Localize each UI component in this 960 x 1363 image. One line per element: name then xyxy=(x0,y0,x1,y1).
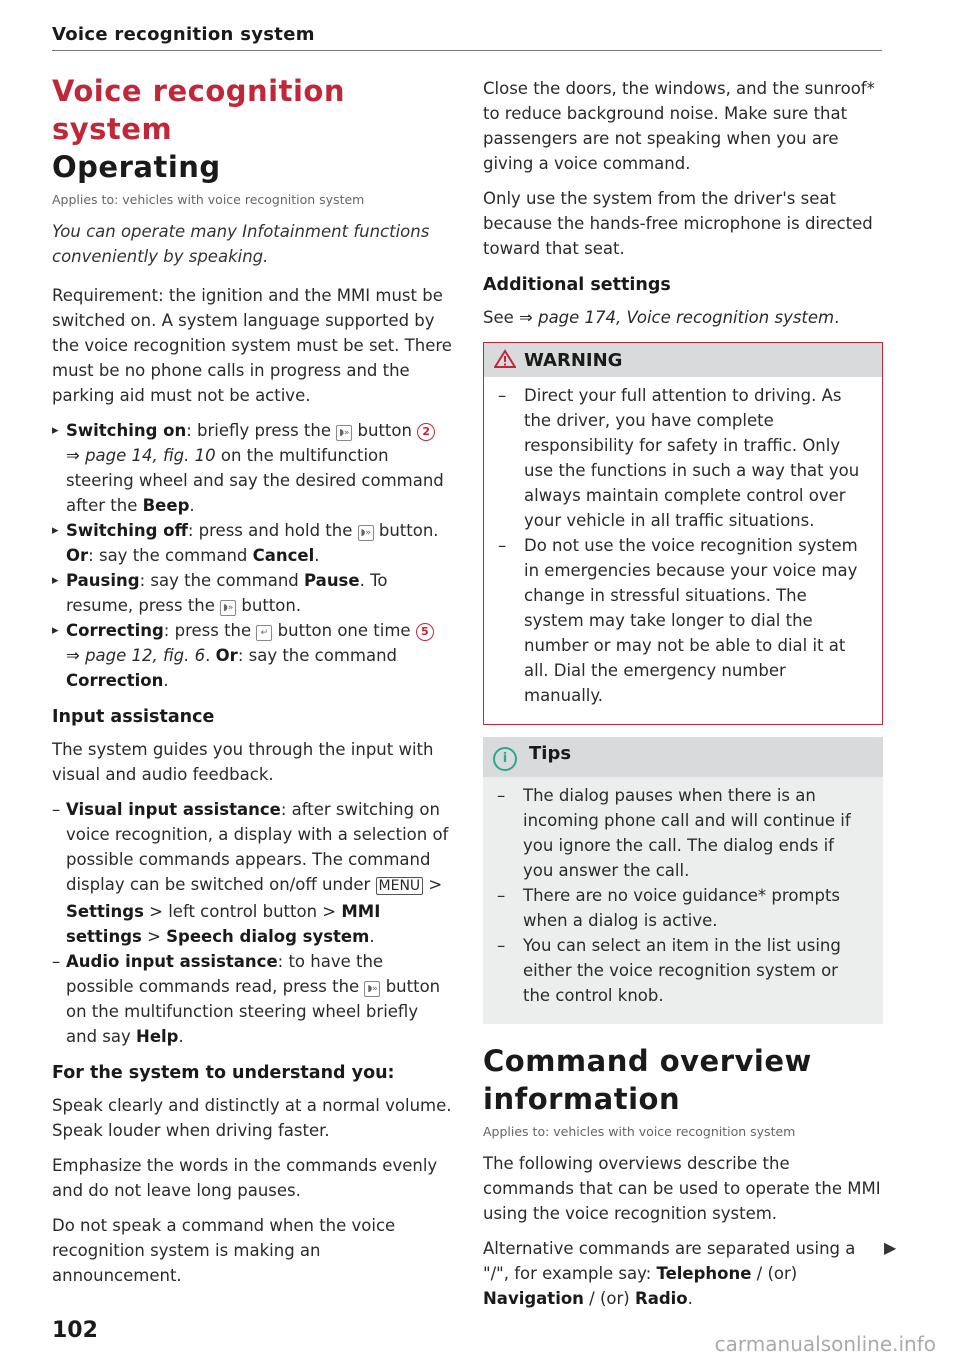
section-title: Voice recognition system xyxy=(52,74,345,146)
menu-key: MENU xyxy=(376,877,424,895)
intro-text: You can operate many Infotainment functions conveniently by speaking. xyxy=(52,222,430,266)
warning-header xyxy=(484,343,882,377)
settings-term: Settings xyxy=(66,902,144,921)
radio-command: Radio xyxy=(634,1289,688,1308)
tips-list xyxy=(497,783,869,1008)
step-text: : press and hold the xyxy=(187,521,358,540)
command-overview-title: Command overview information xyxy=(483,1044,812,1116)
left-column xyxy=(52,72,452,1298)
page-reference-link[interactable]: ⇒ page 14, fig. 10 xyxy=(66,446,216,465)
tips-header xyxy=(483,737,883,777)
watermark: carmanualsonline.info xyxy=(714,1332,936,1356)
step-text: . To resume, press the xyxy=(66,571,388,615)
item-text: : after switching on voice recognition, a display with a selection of possible commands appears. The command display can be switched on/off under xyxy=(66,800,449,894)
warning-list xyxy=(498,383,868,708)
telephone-command: Telephone xyxy=(656,1264,752,1283)
voice-button-icon: ◗» xyxy=(364,981,380,997)
voice-button-icon: ◗» xyxy=(336,425,352,441)
input-assistance-list xyxy=(52,797,452,1049)
additional-settings-heading: Additional settings xyxy=(483,275,671,295)
or-term: Or xyxy=(215,646,238,665)
or-separator: / (or) xyxy=(583,1289,635,1308)
see-reference: See ⇒ page 174, Voice recognition system. xyxy=(483,308,840,327)
item-text: button on the multifunction steering wheel briefly and say xyxy=(66,977,441,1046)
item-label: Visual input assistance xyxy=(66,800,281,819)
step-text: button xyxy=(352,421,418,440)
step-text: button. xyxy=(373,521,439,540)
tips-box xyxy=(483,737,883,1024)
operating-steps xyxy=(52,418,452,693)
or-term: Or xyxy=(66,546,89,565)
subsection-title: Operating xyxy=(52,150,221,184)
step-text: : press the xyxy=(163,621,257,640)
page-number: 102 xyxy=(52,1318,98,1343)
step-text: on the multifunction steering wheel and say the desired command after the xyxy=(66,446,444,515)
tips-title: Tips xyxy=(529,743,572,764)
tip-item: – You can select an item in the list using either the voice recognition system or the control knob. xyxy=(497,933,869,1008)
step-text: button. xyxy=(236,596,302,615)
paragraph-noise: Close the doors, the windows, and the sunroof* to reduce background noise. Make sure that passengers are not speaking when you are giving a voice command. xyxy=(483,79,875,173)
info-icon: i xyxy=(493,747,517,771)
back-button-icon: ↵ xyxy=(256,625,272,641)
warning-box xyxy=(483,342,883,725)
alt-text: Alternative commands are separated using a "/", for example say: xyxy=(483,1239,856,1283)
warning-item: – Do not use the voice recognition system in emergencies because your voice may change in stressful situations. The system may take longer to dial the number or may not be able to dial it at all. Dial the emergency number manually. xyxy=(498,533,868,708)
step-label: Correcting xyxy=(66,621,164,640)
warning-item: – Direct your full attention to driving. As the driver, you have complete responsibility for safety in traffic. Only use the functions in such a way that you always maintain complete control over your vehicle in all traffic situations. xyxy=(498,383,868,533)
tip-item: – There are no voice guidance* prompts when a dialog is active. xyxy=(497,883,869,933)
step-label: Switching off xyxy=(66,521,188,540)
pause-command: Pause xyxy=(304,571,360,590)
step-pausing xyxy=(52,568,452,618)
visual-assistance-item: – Visual input assistance: after switching on voice recognition, a display with a selection of possible commands appears. The command display can be switched on/off under MENU > Settings > left control button > MMI settings > Speech dialog system. xyxy=(52,797,452,949)
step-text: button one time xyxy=(272,621,416,640)
step-label: Pausing xyxy=(66,571,140,590)
paragraph-volume: Speak clearly and distinctly at a normal volume. Speak louder when driving faster. xyxy=(52,1096,452,1140)
voice-button-icon: ◗» xyxy=(220,600,236,616)
callout-number: 2 xyxy=(417,423,435,441)
step-text: : briefly press the xyxy=(186,421,337,440)
see-prefix: See xyxy=(483,308,520,327)
continue-arrow-icon: ▶ xyxy=(884,1238,897,1257)
page-reference-link[interactable]: ⇒ page 12, fig. 6 xyxy=(66,646,206,665)
page-reference-link[interactable]: ⇒ page 174, Voice recognition system xyxy=(519,308,835,327)
paragraph-overviews: The following overviews describe the commands that can be used to operate the MMI using the voice recognition system. xyxy=(483,1154,881,1223)
item-label: Audio input assistance xyxy=(66,952,278,971)
audio-assistance-item: – Audio input assistance: to have the possible commands read, press the ◗» button on the multifunction steering wheel briefly and say Help. xyxy=(52,949,452,1049)
step-correcting: ▸ Correcting: press the ↵ button one time 5 ⇒ page 12, fig. 6. Or: say the command Correction. xyxy=(52,618,452,693)
right-column xyxy=(483,76,883,1321)
step-text: : say the command xyxy=(237,646,398,665)
step-switching-on: ▸ Switching on: briefly press the ◗» button 2 ⇒ page 14, fig. 10 on the multifunction steering wheel and say the desired command after the Beep. xyxy=(52,418,452,518)
speech-dialog-term: Speech dialog system xyxy=(166,927,370,946)
warning-triangle-icon xyxy=(494,349,516,369)
voice-button-icon: ◗» xyxy=(358,525,374,541)
applies-note: Applies to: vehicles with voice recognition system xyxy=(52,192,365,207)
paragraph-emphasize: Emphasize the words in the commands evenly and do not leave long pauses. xyxy=(52,1156,438,1200)
correction-command: Correction xyxy=(66,671,164,690)
item-text: : to have the possible commands read, press the xyxy=(66,952,384,996)
paragraph-announcement: Do not speak a command when the voice recognition system is making an announcement. xyxy=(52,1216,396,1285)
step-text: : say the command xyxy=(88,546,253,565)
mmi-settings-term: MMI settings xyxy=(66,902,381,946)
paragraph-driver-seat: Only use the system from the driver's seat because the hands-free microphone is directed toward that seat. xyxy=(483,189,873,258)
beep-term: Beep xyxy=(142,496,190,515)
or-separator: / (or) xyxy=(751,1264,798,1283)
header-divider xyxy=(52,50,882,51)
page-header-title: Voice recognition system xyxy=(52,24,315,45)
step-text: : say the command xyxy=(139,571,305,590)
callout-number: 5 xyxy=(416,623,434,641)
requirement-text: Requirement: the ignition and the MMI must be switched on. A system language supported by the voice recognition system must be set. There must be no phone calls in progress and the parking aid must not be active. xyxy=(52,286,452,405)
input-intro: The system guides you through the input with visual and audio feedback. xyxy=(52,740,434,784)
tip-item: – The dialog pauses when there is an incoming phone call and will continue if you ignore the call. The dialog ends if you answer the call. xyxy=(497,783,869,883)
applies-note: Applies to: vehicles with voice recognition system xyxy=(483,1124,796,1139)
item-text: > left control button > xyxy=(143,902,342,921)
navigation-command: Navigation xyxy=(483,1289,584,1308)
understand-heading: For the system to understand you: xyxy=(52,1063,395,1083)
step-label: Switching on xyxy=(66,421,187,440)
help-command: Help xyxy=(136,1027,179,1046)
input-assistance-heading: Input assistance xyxy=(52,707,215,727)
step-switching-off: ▸ Switching off: press and hold the ◗» button. Or: say the command Cancel. xyxy=(52,518,452,568)
warning-title: WARNING xyxy=(524,350,623,371)
paragraph-alternatives: Alternative commands are separated using a "/", for example say: Telephone / (or) Navigation / (or) Radio. xyxy=(483,1239,856,1308)
cancel-command: Cancel xyxy=(252,546,315,565)
